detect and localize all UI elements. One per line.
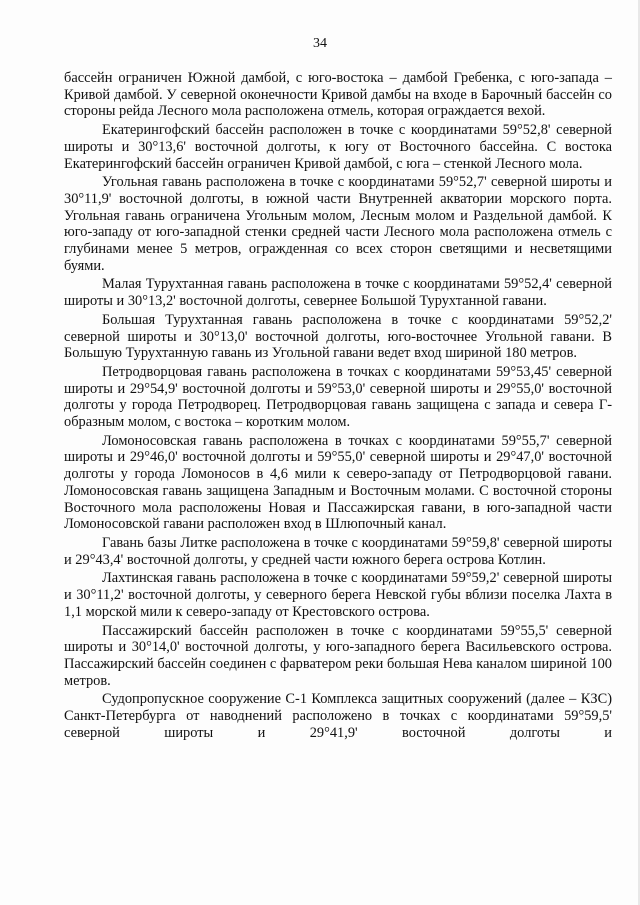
- paragraph-litke-base-harbor: Гавань базы Литке расположена в точке с координатами 59°59,8' северной широты и 29°43,4' восточной долготы, у средней части южного берега острова Котлин.: [64, 534, 612, 568]
- paragraph-s1-navigation-structure: Судопропускное сооружение С-1 Комплекса защитных сооружений (далее – КЗС) Санкт-Петербурга от наводнений расположено в точках с координатами 59°59,5' северной широты и 29°41,9' восточной долготы и: [64, 691, 612, 741]
- paragraph-ekateringofsky-basin: Екатерингофский бассейн расположен в точке с координатами 59°52,8' северной широты и 30°13,6' восточной долготы, к югу от Восточного бассейна. С востока Екатерингофский бассейн ограничен Кривой дамбой, с юга – стенкой Лесного мола.: [64, 122, 612, 172]
- document-body: [64, 70, 612, 743]
- paragraph-petrodvortsovaya-harbor: Петродворцовая гавань расположена в точках с координатами 59°53,45' северной широты и 29°54,9' восточной долготы и 59°53,0' северной широты и 29°55,0' восточной долготы у города Петродворец. Петродворцовая гавань защищена с запада и севера Г-образным молом, с востока – коротким молом.: [64, 363, 612, 431]
- paragraph-barochny-basin: бассейн ограничен Южной дамбой, с юго-востока – дамбой Гребенка, с юго-запада – Кривой дамбой. У северной оконечности Кривой дамбы на входе в Барочный бассейн со стороны рейда Лесного мола расположена отмель, которая ограждается вехой.: [64, 70, 612, 120]
- paragraph-ugolnaya-harbor: Угольная гавань расположена в точке с координатами 59°52,7' северной широты и 30°11,9' восточной долготы, в южной части Внутренней акватории морского порта. Угольная гавань ограничена Угольным молом, Лесным молом и Раздельной дамбой. К юго-западу от юго-западной стенки средней части Лесного мола расположена отмель с глубинами менее 5 метров, огражденная со всех сторон светящими и несветящими буями.: [64, 174, 612, 274]
- paragraph-passenger-basin: Пассажирский бассейн расположен в точке с координатами 59°55,5' северной широты и 30°14,0' восточной долготы, у юго-западного берега Васильевского острова. Пассажирский бассейн соединен с фарватером реки большая Нева каналом шириной 100 метров.: [64, 622, 612, 689]
- paragraph-bolshaya-turukhtannaya-harbor: Большая Турухтанная гавань расположена в точке с координатами 59°52,2' северной широты и 30°13,0' восточной долготы, юго-восточнее Угольной гавани. В Большую Турухтанную гавань из Угольной гавани ведет вход шириной 180 метров.: [64, 311, 612, 362]
- paragraph-lakhtinskaya-harbor: Лахтинская гавань расположена в точке с координатами 59°59,2' северной широты и 30°11,2' восточной долготы, у северного берега Невской губы вблизи поселка Лахта в 1,1 морской мили к северо-западу от Крестовского острова.: [64, 570, 612, 620]
- paragraph-lomonosovskaya-harbor: Ломоносовская гавань расположена в точках с координатами 59°55,7' северной широты и 29°46,0' восточной долготы и 59°55,0' северной широты и 29°47,0' восточной долготы у города Ломоносов в 4,6 мили к северо-западу от Петродворцовой гавани. Ломоносовская гавань защищена Западным и Восточным молами. С восточной стороны Восточного мола расположены Новая и Пассажирская гавани, в юго-западной части Ломоносовской гавани расположен вход в Шлюпочный канал.: [64, 432, 612, 533]
- page-number: 34: [313, 36, 327, 51]
- paragraph-malaya-turukhtannaya-harbor: Малая Турухтанная гавань расположена в точке с координатами 59°52,4' северной широты и 30°13,2' восточной долготы, севернее Большой Турухтанной гавани.: [64, 276, 612, 310]
